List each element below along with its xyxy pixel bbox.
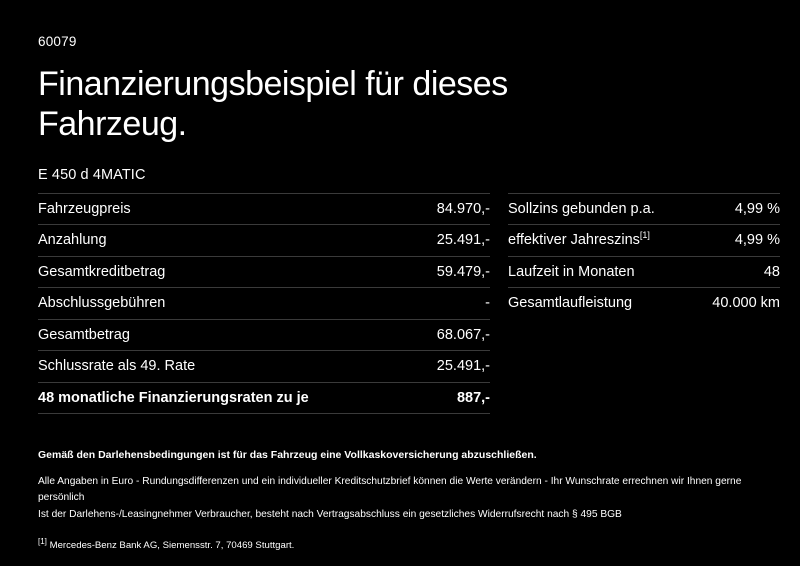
row-label: Laufzeit in Monaten <box>508 263 635 280</box>
row-label: Gesamtbetrag <box>38 326 130 343</box>
page-title: Finanzierungsbeispiel für dieses Fahrzeug. <box>38 65 508 143</box>
note-line: Ist der Darlehens-/Leasingnehmer Verbraucher, besteht nach Vertragsabschluss ein gesetzliches Widerrufsrecht nach § 495 BGB <box>38 508 622 520</box>
finance-table <box>38 193 780 415</box>
row-value: 68.067,- <box>436 326 490 343</box>
finance-column-right <box>508 193 780 319</box>
footnote-text: Mercedes-Benz Bank AG, Siemensstr. 7, 70469 Stuttgart. <box>49 540 295 552</box>
row-label: Fahrzeugpreis <box>38 200 131 217</box>
row-value: 59.479,- <box>436 263 490 280</box>
table-row <box>38 256 490 288</box>
document-id: 60079 <box>38 34 77 49</box>
table-row <box>38 350 490 382</box>
vehicle-model-label: E 450 d 4MATIC <box>38 166 146 183</box>
table-row <box>508 256 780 288</box>
finance-column-left <box>38 193 490 415</box>
table-row <box>38 193 490 225</box>
row-label: Gesamtkreditbetrag <box>38 263 166 280</box>
row-value: 40.000 km <box>712 295 780 312</box>
row-value: 25.491,- <box>436 358 490 375</box>
table-row <box>38 319 490 351</box>
monthly-rate-value: 887,- <box>456 389 490 406</box>
table-row <box>508 193 780 225</box>
row-value: 25.491,- <box>436 232 490 249</box>
row-label: Gesamtlaufleistung <box>508 295 633 312</box>
row-value: 4,99 % <box>734 200 780 217</box>
row-label: Abschlussgebühren <box>38 295 166 312</box>
footnote-marker: [1] <box>639 230 650 241</box>
monthly-rate-row <box>38 382 490 415</box>
row-value: - <box>485 295 490 312</box>
footnote <box>38 539 762 553</box>
row-value: 84.970,- <box>436 200 490 217</box>
table-row <box>508 287 780 319</box>
row-label: Anzahlung <box>38 232 107 249</box>
row-value: 48 <box>763 263 780 280</box>
footnote-marker: [1] <box>38 537 47 547</box>
row-label: Sollzins gebunden p.a. <box>508 200 655 217</box>
row-value: 4,99 % <box>734 232 780 249</box>
table-row <box>38 224 490 256</box>
note-line: Alle Angaben in Euro - Rundungsdifferenzen und ein individueller Kreditschutzbrief können die Werte verändern - Ihr Wunschrate errechnen wir Ihnen gerne persönlich <box>38 475 742 504</box>
insurance-note: Gemäß den Darlehensbedingungen ist für das Fahrzeug eine Vollkaskoversicherung abzuschließen. <box>38 449 537 461</box>
table-row <box>508 224 780 256</box>
monthly-rate-label: 48 monatliche Finanzierungsraten zu je <box>38 389 309 406</box>
row-label: effektiver Jahreszins[1] <box>508 230 650 249</box>
legal-notes <box>38 448 762 554</box>
row-label: Schlussrate als 49. Rate <box>38 358 196 375</box>
table-row <box>38 287 490 319</box>
